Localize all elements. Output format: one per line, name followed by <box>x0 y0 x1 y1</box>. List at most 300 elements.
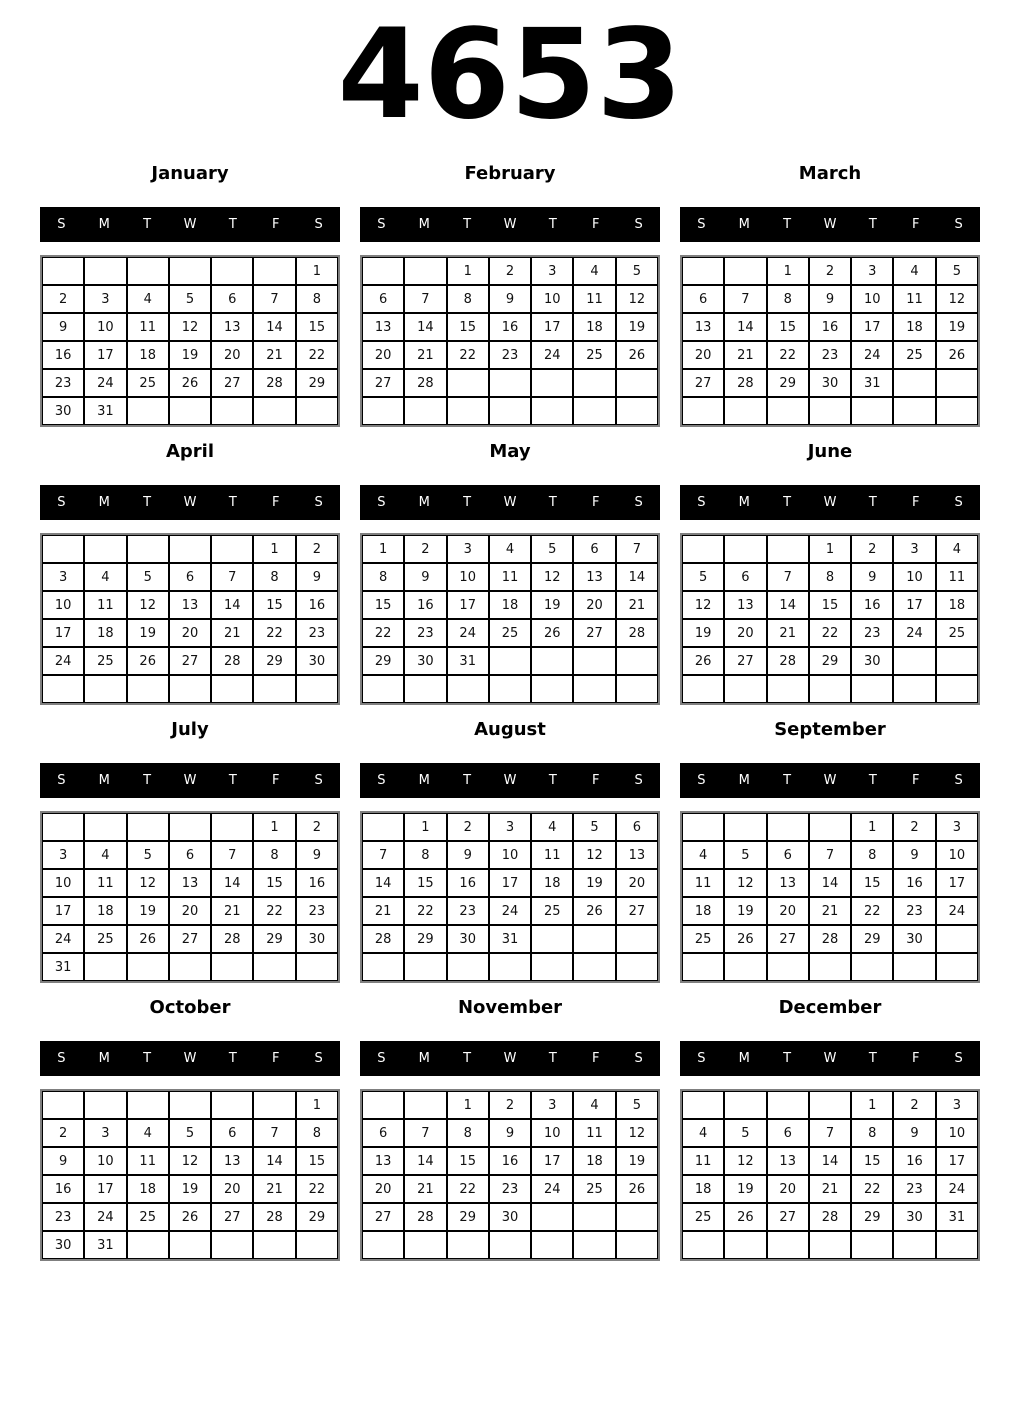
day-cell: 26 <box>573 897 615 925</box>
empty-day-cell <box>362 953 404 981</box>
day-cell: 31 <box>489 925 531 953</box>
weekday-label: S <box>57 217 66 232</box>
day-cell: 9 <box>447 841 489 869</box>
week-row <box>362 563 658 591</box>
empty-day-cell <box>362 397 404 425</box>
day-cell: 7 <box>616 535 658 563</box>
empty-day-cell <box>573 925 615 953</box>
day-cell: 28 <box>253 369 295 397</box>
day-cell: 24 <box>489 897 531 925</box>
empty-day-cell <box>573 675 615 703</box>
empty-day-cell <box>724 535 766 563</box>
day-cell: 6 <box>616 813 658 841</box>
day-cell: 26 <box>682 647 724 675</box>
weekday-label: S <box>314 217 323 232</box>
day-cell: 13 <box>211 1147 253 1175</box>
week-row <box>42 591 338 619</box>
empty-day-cell <box>84 813 126 841</box>
weekday-label: S <box>634 773 643 788</box>
month-block-february <box>360 163 660 427</box>
day-cell: 7 <box>809 841 851 869</box>
month-title: October <box>149 997 231 1018</box>
week-row <box>682 591 978 619</box>
empty-day-cell <box>169 397 211 425</box>
day-cell: 23 <box>42 369 84 397</box>
day-cell: 13 <box>616 841 658 869</box>
month-block-june <box>680 441 980 705</box>
day-cell: 1 <box>809 535 851 563</box>
day-cell: 20 <box>724 619 766 647</box>
empty-day-cell <box>127 535 169 563</box>
empty-day-cell <box>724 1091 766 1119</box>
empty-day-cell <box>936 369 978 397</box>
week-row <box>682 925 978 953</box>
empty-day-cell <box>682 953 724 981</box>
day-cell: 5 <box>573 813 615 841</box>
empty-day-cell <box>724 813 766 841</box>
week-row <box>362 1231 658 1259</box>
day-cell: 11 <box>531 841 573 869</box>
month-day-grid <box>360 255 660 427</box>
week-row <box>42 369 338 397</box>
empty-day-cell <box>616 397 658 425</box>
day-cell: 9 <box>42 1147 84 1175</box>
day-cell: 7 <box>253 285 295 313</box>
weekday-header-bar <box>680 207 980 242</box>
day-cell: 20 <box>616 869 658 897</box>
empty-day-cell <box>169 675 211 703</box>
weekday-label: T <box>783 773 792 788</box>
empty-day-cell <box>84 1091 126 1119</box>
day-cell: 11 <box>84 591 126 619</box>
day-cell: 3 <box>84 285 126 313</box>
day-cell: 10 <box>893 563 935 591</box>
empty-day-cell <box>573 1231 615 1259</box>
day-cell: 31 <box>936 1203 978 1231</box>
day-cell: 22 <box>809 619 851 647</box>
day-cell: 16 <box>893 1147 935 1175</box>
day-cell: 2 <box>447 813 489 841</box>
day-cell: 16 <box>851 591 893 619</box>
empty-day-cell <box>211 257 253 285</box>
empty-day-cell <box>767 397 809 425</box>
day-cell: 9 <box>489 1119 531 1147</box>
week-row <box>682 841 978 869</box>
day-cell: 9 <box>489 285 531 313</box>
empty-day-cell <box>447 397 489 425</box>
day-cell: 26 <box>127 647 169 675</box>
day-cell: 29 <box>253 647 295 675</box>
day-cell: 22 <box>447 1175 489 1203</box>
weekday-label: T <box>868 773 877 788</box>
weekday-label: T <box>228 495 237 510</box>
empty-day-cell <box>767 1231 809 1259</box>
day-cell: 16 <box>489 313 531 341</box>
day-cell: 2 <box>893 1091 935 1119</box>
day-cell: 16 <box>42 1175 84 1203</box>
day-cell: 11 <box>84 869 126 897</box>
day-cell: 23 <box>42 1203 84 1231</box>
week-row <box>42 619 338 647</box>
day-cell: 17 <box>84 1175 126 1203</box>
empty-day-cell <box>447 675 489 703</box>
week-row <box>682 897 978 925</box>
empty-day-cell <box>573 647 615 675</box>
day-cell: 13 <box>682 313 724 341</box>
day-cell: 19 <box>724 897 766 925</box>
empty-day-cell <box>893 675 935 703</box>
weekday-label: S <box>314 495 323 510</box>
empty-day-cell <box>767 535 809 563</box>
day-cell: 27 <box>211 369 253 397</box>
day-cell: 25 <box>682 925 724 953</box>
day-cell: 4 <box>531 813 573 841</box>
empty-day-cell <box>616 1231 658 1259</box>
empty-day-cell <box>936 397 978 425</box>
day-cell: 24 <box>851 341 893 369</box>
day-cell: 18 <box>573 313 615 341</box>
empty-day-cell <box>127 813 169 841</box>
day-cell: 30 <box>851 647 893 675</box>
day-cell: 4 <box>84 563 126 591</box>
weekday-label: S <box>634 495 643 510</box>
empty-day-cell <box>531 1231 573 1259</box>
week-row <box>682 1091 978 1119</box>
day-cell: 2 <box>42 285 84 313</box>
month-day-grid <box>360 811 660 983</box>
month-day-grid <box>40 255 340 427</box>
empty-day-cell <box>809 1091 851 1119</box>
weekday-label: T <box>228 1051 237 1066</box>
day-cell: 7 <box>211 563 253 591</box>
day-cell: 16 <box>404 591 446 619</box>
empty-day-cell <box>253 397 295 425</box>
day-cell: 18 <box>489 591 531 619</box>
empty-day-cell <box>489 647 531 675</box>
week-row <box>682 313 978 341</box>
day-cell: 15 <box>253 869 295 897</box>
day-cell: 15 <box>851 1147 893 1175</box>
day-cell: 4 <box>84 841 126 869</box>
day-cell: 24 <box>936 897 978 925</box>
day-cell: 17 <box>531 313 573 341</box>
day-cell: 15 <box>447 313 489 341</box>
weekday-label: S <box>954 773 963 788</box>
week-row <box>682 1203 978 1231</box>
day-cell: 30 <box>489 1203 531 1231</box>
day-cell: 24 <box>447 619 489 647</box>
day-cell: 20 <box>169 897 211 925</box>
day-cell: 18 <box>936 591 978 619</box>
weekday-label: T <box>548 1051 557 1066</box>
empty-day-cell <box>936 953 978 981</box>
empty-day-cell <box>809 953 851 981</box>
day-cell: 4 <box>127 285 169 313</box>
empty-day-cell <box>42 675 84 703</box>
weekday-label: F <box>911 495 920 510</box>
day-cell: 7 <box>211 841 253 869</box>
day-cell: 27 <box>362 369 404 397</box>
day-cell: 1 <box>851 813 893 841</box>
day-cell: 15 <box>404 869 446 897</box>
day-cell: 6 <box>362 285 404 313</box>
week-row <box>42 925 338 953</box>
weekday-label: S <box>57 1051 66 1066</box>
day-cell: 10 <box>84 1147 126 1175</box>
empty-day-cell <box>851 397 893 425</box>
empty-day-cell <box>404 1091 446 1119</box>
month-title: March <box>798 163 862 184</box>
day-cell: 4 <box>573 257 615 285</box>
day-cell: 27 <box>362 1203 404 1231</box>
empty-day-cell <box>531 397 573 425</box>
day-cell: 2 <box>851 535 893 563</box>
empty-day-cell <box>616 953 658 981</box>
weekday-label: S <box>954 217 963 232</box>
empty-day-cell <box>682 535 724 563</box>
empty-day-cell <box>127 675 169 703</box>
weekday-label: T <box>228 773 237 788</box>
empty-day-cell <box>84 675 126 703</box>
week-row <box>42 813 338 841</box>
day-cell: 16 <box>42 341 84 369</box>
empty-day-cell <box>489 675 531 703</box>
day-cell: 17 <box>84 341 126 369</box>
week-row <box>42 841 338 869</box>
week-row <box>682 1231 978 1259</box>
day-cell: 27 <box>767 925 809 953</box>
day-cell: 15 <box>447 1147 489 1175</box>
day-cell: 14 <box>211 869 253 897</box>
day-cell: 16 <box>489 1147 531 1175</box>
day-cell: 23 <box>296 897 338 925</box>
empty-day-cell <box>447 1231 489 1259</box>
day-cell: 17 <box>936 869 978 897</box>
day-cell: 12 <box>169 1147 211 1175</box>
day-cell: 16 <box>296 869 338 897</box>
month-day-grid <box>40 1089 340 1261</box>
day-cell: 19 <box>169 341 211 369</box>
day-cell: 14 <box>211 591 253 619</box>
day-cell: 9 <box>893 1119 935 1147</box>
weekday-label: W <box>503 217 517 232</box>
day-cell: 30 <box>42 1231 84 1259</box>
day-cell: 23 <box>404 619 446 647</box>
day-cell: 9 <box>296 563 338 591</box>
week-row <box>362 257 658 285</box>
week-row <box>362 675 658 703</box>
weekday-label: M <box>418 1051 430 1066</box>
month-title: July <box>171 719 209 740</box>
day-cell: 30 <box>296 925 338 953</box>
weekday-header-bar <box>360 207 660 242</box>
weekday-label: S <box>57 773 66 788</box>
weekday-label: T <box>868 1051 877 1066</box>
day-cell: 21 <box>809 897 851 925</box>
day-cell: 10 <box>936 1119 978 1147</box>
day-cell: 25 <box>127 369 169 397</box>
weekday-label: S <box>377 495 386 510</box>
empty-day-cell <box>127 1231 169 1259</box>
day-cell: 29 <box>851 1203 893 1231</box>
weekday-label: T <box>143 1051 152 1066</box>
day-cell: 15 <box>362 591 404 619</box>
day-cell: 13 <box>724 591 766 619</box>
month-title: December <box>778 997 882 1018</box>
week-row <box>42 1231 338 1259</box>
day-cell: 19 <box>573 869 615 897</box>
day-cell: 15 <box>253 591 295 619</box>
week-row <box>682 953 978 981</box>
empty-day-cell <box>682 397 724 425</box>
day-cell: 14 <box>362 869 404 897</box>
month-day-grid <box>40 811 340 983</box>
week-row <box>682 869 978 897</box>
day-cell: 10 <box>447 563 489 591</box>
day-cell: 14 <box>809 869 851 897</box>
weekday-header-bar <box>40 207 340 242</box>
empty-day-cell <box>573 1203 615 1231</box>
day-cell: 28 <box>404 1203 446 1231</box>
day-cell: 7 <box>767 563 809 591</box>
day-cell: 20 <box>362 1175 404 1203</box>
day-cell: 29 <box>253 925 295 953</box>
day-cell: 23 <box>447 897 489 925</box>
day-cell: 23 <box>893 1175 935 1203</box>
day-cell: 5 <box>724 1119 766 1147</box>
day-cell: 11 <box>489 563 531 591</box>
empty-day-cell <box>616 1203 658 1231</box>
month-block-may <box>360 441 660 705</box>
week-row <box>682 341 978 369</box>
weekday-label: F <box>911 1051 920 1066</box>
day-cell: 6 <box>362 1119 404 1147</box>
day-cell: 6 <box>211 1119 253 1147</box>
week-row <box>42 313 338 341</box>
day-cell: 19 <box>936 313 978 341</box>
day-cell: 3 <box>893 535 935 563</box>
day-cell: 23 <box>489 341 531 369</box>
empty-day-cell <box>42 1091 84 1119</box>
day-cell: 27 <box>682 369 724 397</box>
empty-day-cell <box>127 257 169 285</box>
day-cell: 27 <box>169 647 211 675</box>
day-cell: 11 <box>127 1147 169 1175</box>
week-row <box>362 869 658 897</box>
week-row <box>42 1175 338 1203</box>
month-block-september <box>680 719 980 983</box>
empty-day-cell <box>169 813 211 841</box>
day-cell: 8 <box>809 563 851 591</box>
day-cell: 26 <box>616 341 658 369</box>
week-row <box>42 953 338 981</box>
day-cell: 25 <box>127 1203 169 1231</box>
day-cell: 2 <box>404 535 446 563</box>
day-cell: 27 <box>724 647 766 675</box>
weekday-label: F <box>911 773 920 788</box>
empty-day-cell <box>489 1231 531 1259</box>
day-cell: 1 <box>296 257 338 285</box>
day-cell: 2 <box>489 257 531 285</box>
week-row <box>362 1175 658 1203</box>
empty-day-cell <box>169 1231 211 1259</box>
month-day-grid <box>360 1089 660 1261</box>
day-cell: 16 <box>893 869 935 897</box>
weekday-label: S <box>314 1051 323 1066</box>
weekday-label: W <box>183 1051 197 1066</box>
day-cell: 17 <box>936 1147 978 1175</box>
empty-day-cell <box>404 953 446 981</box>
day-cell: 21 <box>404 341 446 369</box>
empty-day-cell <box>936 925 978 953</box>
weekday-label: S <box>954 495 963 510</box>
day-cell: 21 <box>809 1175 851 1203</box>
week-row <box>362 369 658 397</box>
day-cell: 16 <box>296 591 338 619</box>
day-cell: 6 <box>211 285 253 313</box>
day-cell: 28 <box>724 369 766 397</box>
day-cell: 5 <box>936 257 978 285</box>
empty-day-cell <box>724 1231 766 1259</box>
day-cell: 19 <box>682 619 724 647</box>
day-cell: 19 <box>531 591 573 619</box>
day-cell: 20 <box>573 591 615 619</box>
day-cell: 5 <box>682 563 724 591</box>
month-day-grid <box>680 1089 980 1261</box>
weekday-label: S <box>697 495 706 510</box>
day-cell: 14 <box>616 563 658 591</box>
weekday-label: M <box>738 217 750 232</box>
day-cell: 6 <box>169 563 211 591</box>
weekday-header-bar <box>680 763 980 798</box>
day-cell: 7 <box>724 285 766 313</box>
day-cell: 12 <box>682 591 724 619</box>
empty-day-cell <box>404 1231 446 1259</box>
empty-day-cell <box>682 1231 724 1259</box>
day-cell: 19 <box>169 1175 211 1203</box>
day-cell: 20 <box>169 619 211 647</box>
day-cell: 19 <box>724 1175 766 1203</box>
day-cell: 31 <box>851 369 893 397</box>
day-cell: 2 <box>42 1119 84 1147</box>
day-cell: 12 <box>616 285 658 313</box>
empty-day-cell <box>682 675 724 703</box>
week-row <box>362 591 658 619</box>
day-cell: 12 <box>127 869 169 897</box>
weekday-label: F <box>271 495 280 510</box>
empty-day-cell <box>404 397 446 425</box>
day-cell: 12 <box>127 591 169 619</box>
weekday-label: M <box>738 1051 750 1066</box>
weekday-label: S <box>634 217 643 232</box>
empty-day-cell <box>893 953 935 981</box>
month-title: June <box>807 441 853 462</box>
empty-day-cell <box>893 1231 935 1259</box>
day-cell: 3 <box>489 813 531 841</box>
day-cell: 11 <box>127 313 169 341</box>
empty-day-cell <box>42 257 84 285</box>
empty-day-cell <box>531 953 573 981</box>
day-cell: 24 <box>531 341 573 369</box>
empty-day-cell <box>682 813 724 841</box>
day-cell: 5 <box>127 841 169 869</box>
day-cell: 19 <box>616 1147 658 1175</box>
weekday-label: S <box>377 773 386 788</box>
empty-day-cell <box>84 535 126 563</box>
weekday-label: T <box>228 217 237 232</box>
day-cell: 29 <box>851 925 893 953</box>
year-title: 4653 <box>337 3 683 147</box>
